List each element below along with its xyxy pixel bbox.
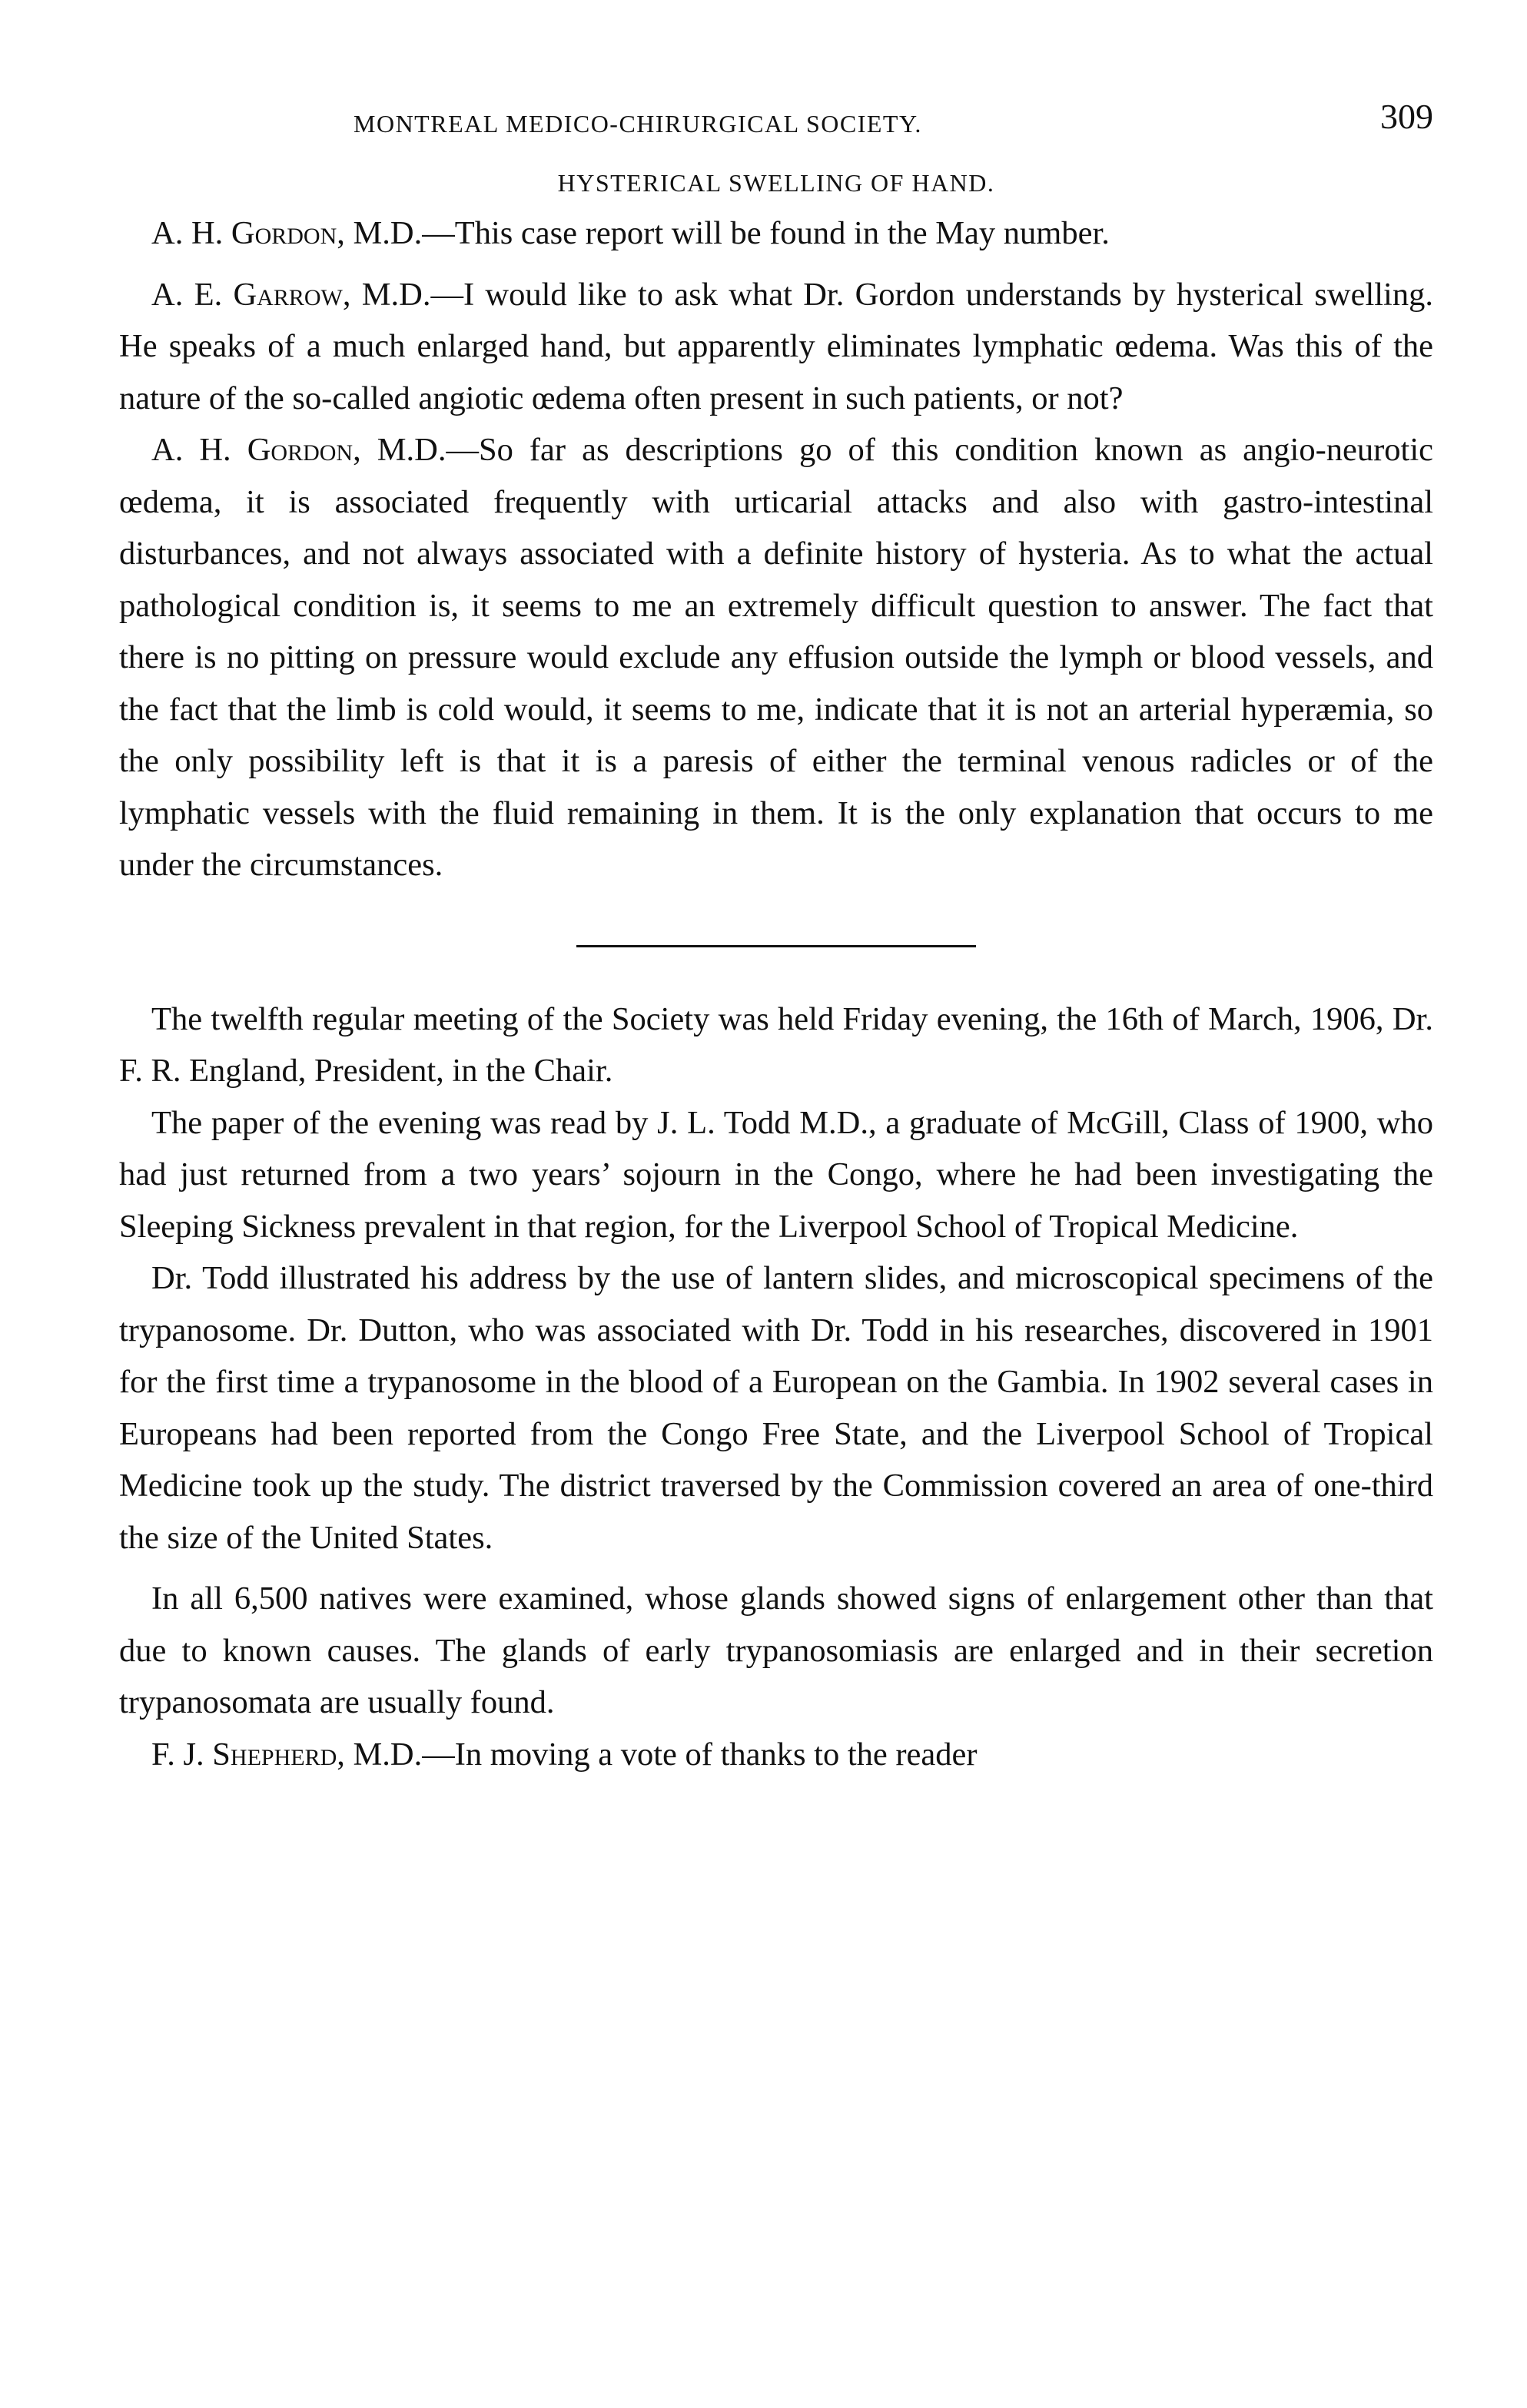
speaker-name: F. J. Shepherd, — [151, 1736, 345, 1773]
running-title: MONTREAL MEDICO-CHIRURGICAL SOCIETY. — [354, 110, 922, 138]
section-divider — [576, 945, 976, 947]
discussion-paragraph-gordon-1 — [119, 207, 1433, 260]
paragraph-text: M.D.—In moving a vote of thanks to the reader — [344, 1736, 978, 1773]
speaker-name: A. H. Gordon, — [151, 432, 361, 468]
paragraph-text: M.D.—So far as descriptions go of this condition known as angio-neurotic œdema, it is associated frequently with urticarial attacks and also with gastro-intestinal disturbances, and not always associated with a definite history of hysteria. As to what the actual pathological condition is, it seems to me an extremely difficult question to answer. The fact that there is no pitting on pressure would exclude any effusion outside the lymph or blood vessels, and the fact that the limb is cold would, it seems to me, indicate that it is not an arterial hyperæmia, so the only possibility left is that it is a paresis of either the terminal venous radicles or of the lymphatic vessels with the fluid remaining in them. It is the only explanation that occurs to me under the circumstances. — [119, 432, 1433, 883]
document-page — [119, 85, 1433, 1780]
running-header — [119, 85, 1433, 146]
meeting-paragraph-2: The paper of the evening was read by J. L. Todd M.D., a graduate of McGill, Class of 1900, who had just returned from a two years’ sojourn in the Congo, where he had been investigating the Sleeping Sickness prevalent in that region, for the Liverpool School of Tropical Medicine. — [119, 1104, 1433, 1245]
page-number: 309 — [1380, 97, 1433, 136]
speaker-name: A. E. Garrow, — [151, 276, 351, 313]
discussion-paragraph-gordon-2 — [119, 424, 1433, 891]
paragraph-text: M.D.—I would like to ask what Dr. Gordon understands by hysterical swelling. He speaks of a much enlarged hand, but apparently eliminates lymphatic œdema. Was this of the nature of the so-called angiotic œdema often present in such patients, or not? — [119, 276, 1433, 416]
discussion-paragraph-garrow — [119, 269, 1433, 425]
meeting-paragraph-3: Dr. Todd illustrated his address by the use of lantern slides, and microscopical specimens of the trypanosome. Dr. Dutton, who was associated with Dr. Todd in his researches, discovered in 1901 for the first time a trypanosome in the blood of a European on the Gambia. In 1902 several cases in Europeans had been reported from the Congo Free State, and the Liverpool School of Tropical Medicine took up the study. The district traversed by the Commission covered an area of one-third the size of the United States. — [119, 1260, 1433, 1556]
speaker-name: A. H. Gordon, — [151, 215, 345, 251]
meeting-paragraph-4: In all 6,500 natives were examined, whose glands showed signs of enlargement other than that due to known causes. The glands of early trypanosomiasis are enlarged and in their secretion trypanosomata are usually found. — [119, 1580, 1433, 1720]
meeting-paragraph-5 — [119, 1729, 1433, 1781]
meeting-paragraph-1: The twelfth regular meeting of the Society was held Friday evening, the 16th of March, 1906, Dr. F. R. England, President, in the Chair. — [119, 1000, 1433, 1089]
section-title: HYSTERICAL SWELLING OF HAND. — [557, 169, 995, 197]
paragraph-text: M.D.—This case report will be found in the May number. — [344, 215, 1110, 251]
